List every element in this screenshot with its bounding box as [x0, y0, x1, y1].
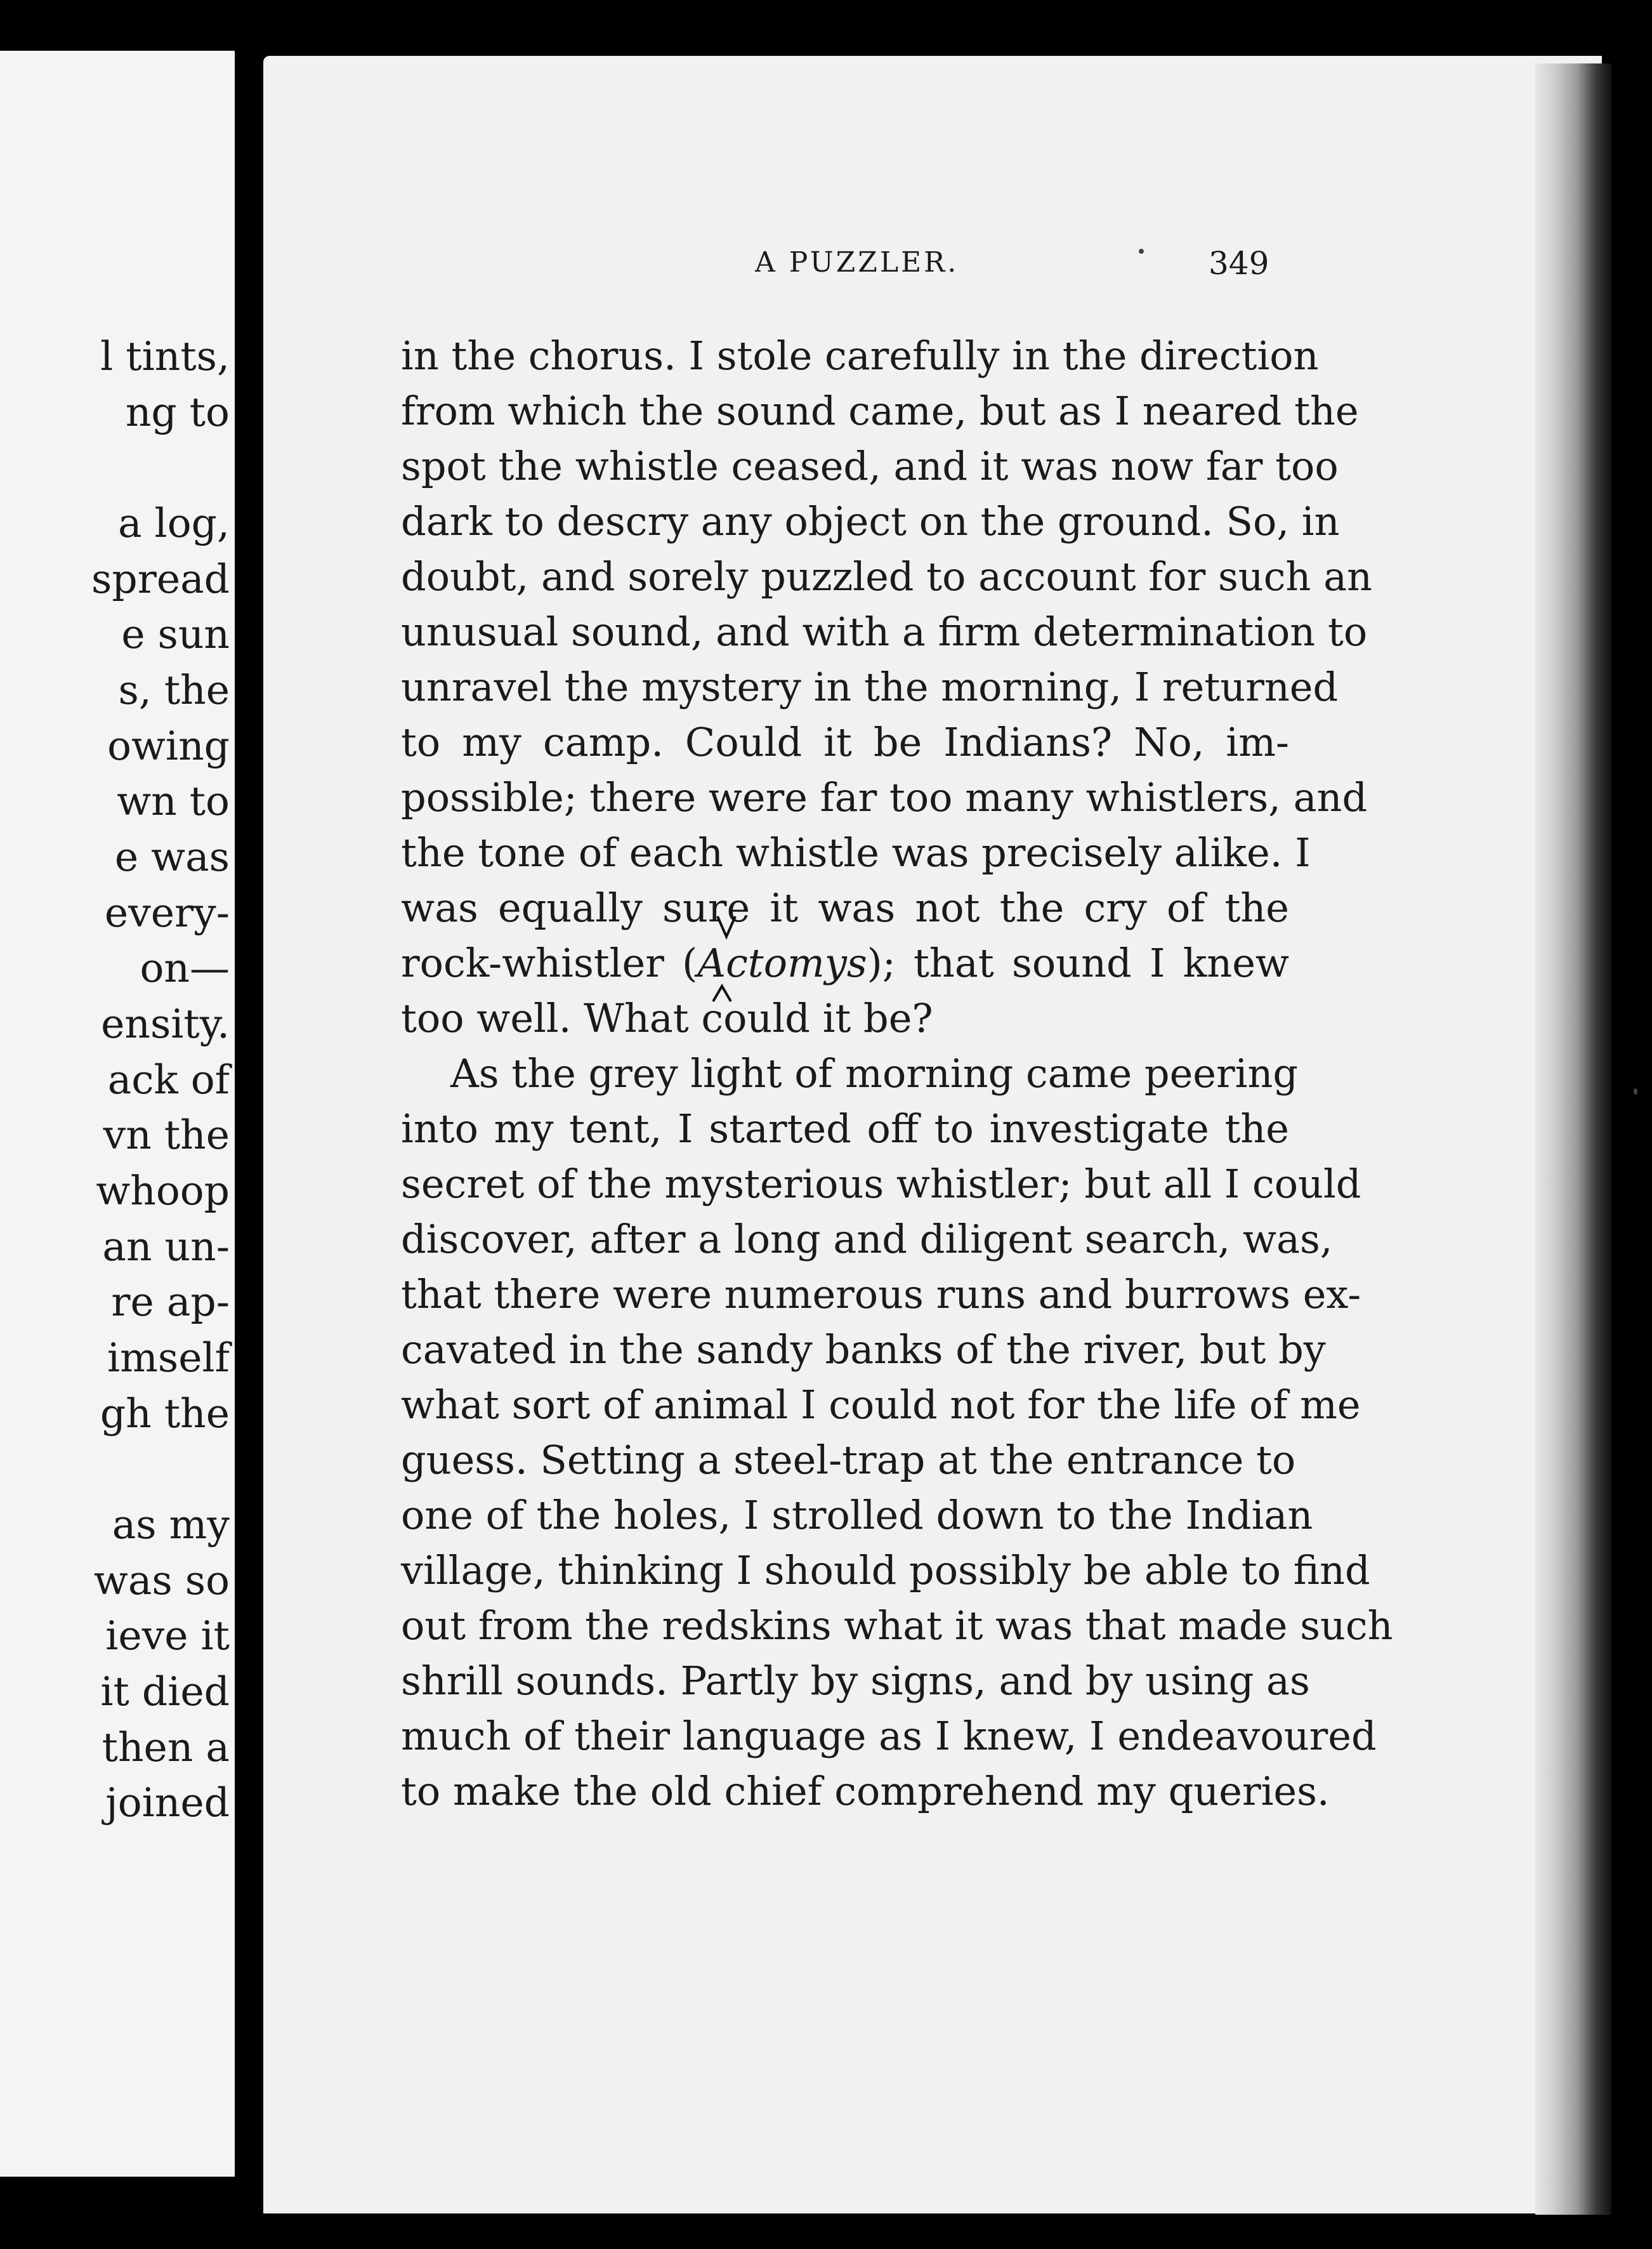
left-page-fragment: on—	[140, 945, 230, 991]
body-text-line: that there were numerous runs and burrows ex-	[401, 1271, 1361, 1317]
left-page-fragment: wn to	[117, 778, 230, 824]
body-text-line: to my camp. Could it be Indians? No, im-	[401, 719, 1289, 765]
left-page-fragment: e was	[114, 834, 230, 880]
left-page-fragment: ensity.	[101, 1001, 230, 1047]
left-page-fragment: a log,	[117, 500, 230, 546]
left-page-fragment: ack of	[107, 1057, 230, 1103]
body-text-line: discover, after a long and diligent search, was,	[401, 1216, 1333, 1262]
left-page-fragment: e sun	[121, 611, 230, 657]
left-page-fragment: spread	[91, 556, 230, 602]
left-page-fragment: then a	[102, 1724, 230, 1771]
body-text-line: much of their language as I knew, I endeavoured	[401, 1713, 1377, 1759]
body-text-line: to make the old chief comprehend my queries.	[401, 1768, 1330, 1814]
paragraph-first-line: As the grey light of morning came peering	[450, 1050, 1299, 1097]
scan-speck	[1634, 1088, 1637, 1095]
body-text-line: rock-whistler (Actomys); that sound I knew	[401, 940, 1289, 986]
left-page-fragment: l tints,	[100, 333, 230, 379]
body-text-line: doubt, and sorely puzzled to account for such an	[401, 553, 1372, 600]
scientific-name: Actomys	[697, 940, 867, 986]
body-text-line: possible; there were far too many whistlers, and	[401, 774, 1368, 821]
body-text-line: into my tent, I started off to investigate the	[401, 1105, 1289, 1152]
body-text-line: unravel the mystery in the morning, I returned	[401, 664, 1339, 710]
handwritten-caret-mark-icon	[709, 982, 735, 1005]
left-page-fragment: as my	[112, 1501, 230, 1548]
body-text-line: what sort of animal I could not for the life of me	[401, 1382, 1361, 1428]
body-text-line: in the chorus. I stole carefully in the direction	[401, 333, 1319, 379]
left-page-fragment: imself	[107, 1335, 230, 1381]
left-page-fragment: whoop	[96, 1168, 230, 1214]
body-text-line: from which the sound came, but as I neared the	[401, 388, 1359, 434]
facing-page-left	[0, 51, 235, 2177]
body-text-line: too well. What could it be?	[401, 995, 933, 1041]
body-text-line: shrill sounds. Partly by signs, and by using as	[401, 1658, 1310, 1704]
page-edge-shadow	[1535, 63, 1611, 2215]
left-page-fragment: owing	[107, 723, 230, 769]
body-text-line: guess. Setting a steel-trap at the entrance to	[401, 1437, 1296, 1483]
body-text-line: village, thinking I should possibly be able to find	[401, 1547, 1370, 1593]
page-number: 349	[1209, 245, 1269, 282]
body-text-line: the tone of each whistle was precisely alike. I	[401, 829, 1311, 876]
body-text-line: unusual sound, and with a firm determination to	[401, 609, 1368, 655]
handwritten-insert-mark-icon	[714, 913, 739, 940]
left-page-fragment: vn the	[103, 1112, 230, 1158]
left-page-fragment: gh the	[100, 1390, 230, 1437]
body-text-line: secret of the mysterious whistler; but all I could	[401, 1161, 1361, 1207]
left-page-fragment: ng to	[125, 389, 230, 435]
left-page-fragment: an un-	[102, 1223, 230, 1270]
body-text-line: one of the holes, I strolled down to the Indian	[401, 1492, 1313, 1538]
left-page-fragment: it died	[100, 1668, 230, 1715]
left-page-fragment: every-	[104, 890, 230, 936]
body-text-line: was equally sure it was not the cry of the	[401, 885, 1289, 931]
left-page-fragment: joined	[105, 1779, 230, 1826]
running-head: A PUZZLER.	[755, 246, 959, 279]
body-text-line: dark to descry any object on the ground. So, in	[401, 498, 1340, 544]
scan-speck	[1139, 249, 1144, 254]
body-text-line: cavated in the sandy banks of the river, but by	[401, 1326, 1326, 1373]
left-page-fragment: ieve it	[105, 1613, 230, 1659]
left-page-fragment: re ap-	[111, 1279, 230, 1325]
body-text-line: spot the whistle ceased, and it was now far too	[401, 443, 1339, 489]
left-page-fragment: was so	[93, 1557, 230, 1604]
left-page-fragment: s, the	[118, 667, 230, 713]
body-text-line: out from the redskins what it was that made such	[401, 1602, 1393, 1649]
